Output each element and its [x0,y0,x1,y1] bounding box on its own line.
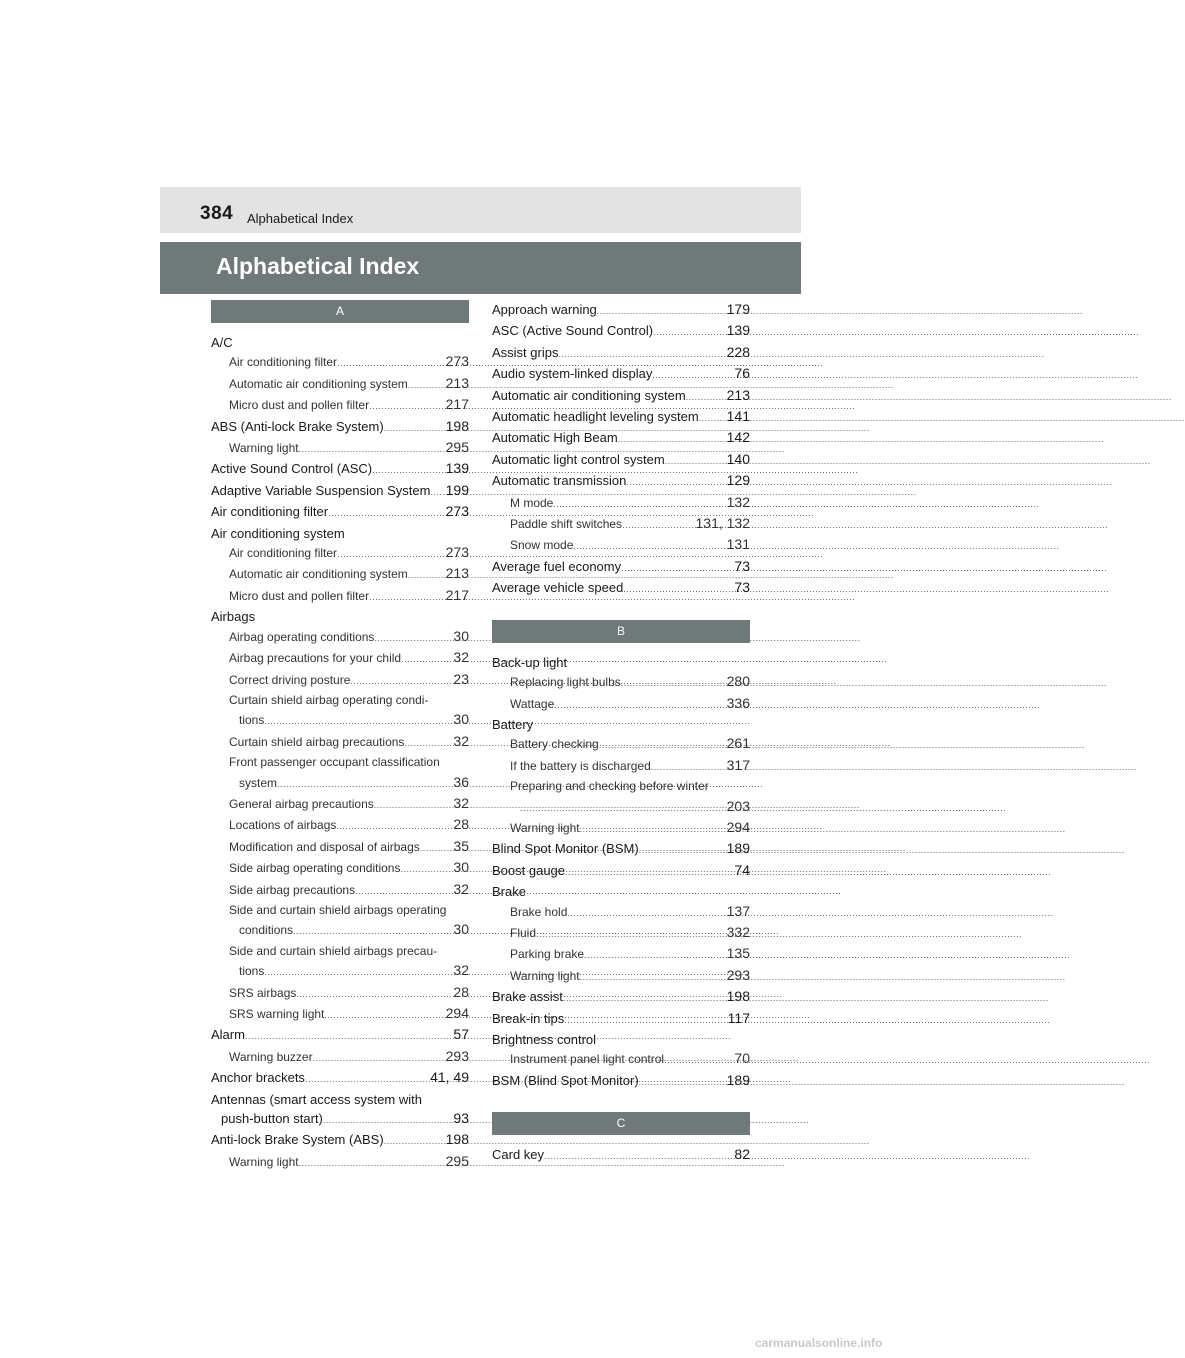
entry-label: Automatic headlight leveling system [492,409,699,425]
page-reference-link[interactable]: 35 [453,837,469,854]
index-subentry [211,1047,469,1068]
index-subentry [211,1004,469,1025]
index-entry [492,428,750,449]
page-reference-link[interactable]: 280 [726,673,750,690]
index-subentry [211,880,469,901]
page-reference-link[interactable]: 273 [445,544,469,561]
index-subentry [211,858,469,879]
page-reference-link[interactable]: 332 [726,923,750,940]
dot-leader [665,452,726,471]
entry-label: Airbags [211,609,256,625]
dot-leader [686,388,726,407]
index-subentry [492,902,750,923]
entry-label: Wattage [510,696,555,711]
dot-leader [564,1011,726,1030]
index-subentry [492,818,750,839]
page-reference-link[interactable]: 82 [734,1146,750,1163]
entry-label: Front passenger occupant classification [229,755,440,770]
index-entry [492,343,750,364]
index-entry [211,333,469,352]
dot-leader [599,736,726,755]
page-reference-link[interactable]: 198 [445,417,469,434]
index-entry [211,459,469,480]
page-reference-link[interactable]: 317 [726,756,750,773]
index-subentry [492,734,750,755]
dot-leader [699,409,726,428]
entry-label: Curtain shield airbag operating condi- [229,692,429,707]
page-reference-link[interactable]: 217 [445,586,469,603]
page-reference-link[interactable]: 32 [453,880,469,897]
entry-label: Warning buzzer [229,1049,313,1064]
index-subentry [492,944,750,965]
index-entry [492,321,750,342]
page-reference-link[interactable]: 73 [734,579,750,596]
index-entry [492,450,750,471]
entry-label: Preparing and checking before winter [510,779,709,794]
page-reference-link[interactable]: 273 [445,503,469,520]
dot-leader [374,796,453,815]
index-subentry [492,797,750,818]
entry-label: Airbag precautions for your child [229,651,402,666]
index-subentry [492,966,750,987]
page-reference-link[interactable]: 228 [726,343,750,360]
dot-leader [563,989,726,1008]
page-reference-link[interactable]: 294 [445,1005,469,1021]
page-reference-link[interactable]: 73 [734,557,750,574]
page-reference-link[interactable]: 131, 132 [695,515,750,532]
index-entry [211,1068,469,1089]
index-entry [211,417,469,438]
index-entry [492,839,750,860]
entry-label: SRS warning light [229,1007,325,1021]
entry-label: Automatic transmission [492,473,627,489]
dot-leader [580,820,726,839]
dot-leader [264,963,452,982]
dot-leader [622,516,694,535]
page-reference-link[interactable]: 139 [726,322,750,339]
entry-label: M mode [510,495,554,510]
page-reference-link[interactable]: 139 [445,460,469,477]
dot-leader [565,863,733,882]
page-reference-link[interactable]: 293 [726,966,750,983]
entry-label: SRS airbags [229,985,297,1000]
index-subentry [211,564,469,585]
index-list-right-c [492,1145,750,1166]
index-subentry [211,648,469,669]
page-reference-link[interactable]: 70 [734,1050,750,1067]
index-entry [211,1130,469,1151]
index-entry [211,1025,469,1046]
page-reference-link[interactable]: 198 [726,988,750,1005]
index-entry [492,471,750,492]
entry-label: Boost gauge [492,862,566,878]
index-subentry [211,438,469,459]
page-reference-link[interactable]: 198 [445,1131,469,1148]
entry-label: Automatic air conditioning system [492,387,686,403]
page-reference-link[interactable]: 179 [726,301,750,317]
dot-leader [305,1070,429,1089]
index-entry [492,300,750,321]
dot-leader [384,419,445,438]
index-subentry [492,777,750,796]
page-reference-link[interactable]: 28 [453,983,469,1000]
entry-label: system [239,775,278,790]
dot-leader [350,672,452,691]
entry-label: Active Sound Control (ASC) [211,461,373,477]
entry-label: Brightness control [492,1032,597,1047]
page-reference-link[interactable]: 142 [726,429,750,446]
entry-label: A/C [211,335,233,350]
dot-leader [372,461,445,480]
entry-label: Anti-lock Brake System (ABS) [211,1132,384,1148]
entry-label: Brake hold [510,904,568,919]
page-reference-link[interactable]: 295 [445,1152,469,1169]
entry-label: Micro dust and pollen filter [229,588,370,603]
dot-leader [558,345,725,364]
page-reference-link[interactable]: 141 [726,408,750,425]
index-entry [492,1009,750,1030]
index-subentry [211,543,469,564]
running-header-bar [160,187,801,233]
entry-label: Replacing light bulbs [510,675,621,690]
index-subentry [492,514,750,535]
index-entry [492,882,750,901]
dot-leader [328,504,445,523]
entry-label: Air conditioning filter [211,504,329,520]
entry-label: Parking brake [510,947,585,962]
dot-leader [618,430,726,449]
index-subentry [492,1049,750,1070]
index-subentry [211,961,469,982]
index-entry [492,1071,750,1092]
dot-leader [299,440,445,459]
entry-label: Automatic air conditioning system [229,567,408,582]
dot-leader [293,922,452,941]
index-entry [492,653,750,672]
dot-leader [626,473,725,492]
entry-label: Battery checking [510,737,599,752]
dot-leader [400,860,452,879]
dot-leader [536,925,726,944]
entry-label: tions [239,964,265,979]
index-subentry [211,794,469,815]
page-reference-link[interactable]: 32 [453,962,469,979]
entry-label: Automatic light control system [492,451,665,467]
page-reference-link[interactable]: 57 [453,1026,469,1043]
dot-leader [401,650,452,669]
entry-label: Automatic High Beam [492,430,618,446]
dot-leader [544,1147,733,1166]
page-title: Alphabetical Index [216,253,420,279]
page-reference-link[interactable]: 217 [445,396,469,413]
page-reference-link[interactable]: 117 [727,1009,750,1026]
entry-label: Anchor brackets [211,1070,305,1086]
entry-label: Battery [492,716,534,732]
index-entry [492,578,750,599]
entry-label: Paddle shift switches [510,517,623,532]
entry-label: Locations of airbags [229,818,337,833]
page-reference-link[interactable]: 295 [445,439,469,456]
index-subentry [211,837,469,858]
index-subentry [492,694,750,715]
index-entry [211,607,469,626]
index-subentry [211,395,469,416]
page-reference-link[interactable]: 293 [445,1047,469,1064]
dot-leader [277,775,452,794]
dot-leader [567,904,725,923]
page-reference-link[interactable]: 140 [726,450,750,467]
index-entry [211,1109,469,1130]
page-reference-link[interactable]: 199 [445,481,469,498]
entry-label: Approach warning [492,302,597,317]
page-reference-link[interactable]: 32 [453,649,469,666]
dot-leader [430,483,444,502]
index-entry [492,987,750,1008]
dot-leader [355,882,452,901]
index-subentry [211,815,469,836]
page-reference-link[interactable]: 189 [726,840,750,857]
index-subentry [492,672,750,693]
page-reference-link[interactable]: 131 [726,536,750,553]
index-entry [492,386,750,407]
entry-label: Warning light [229,1154,299,1169]
index-list-right-b [492,653,750,1093]
entry-label: Instrument panel light control [510,1052,665,1067]
page-reference-link[interactable]: 129 [726,472,750,489]
index-subentry [211,691,469,710]
index-entry [211,502,469,523]
index-subentry [211,586,469,607]
entry-label: Air conditioning filter [229,355,338,370]
entry-label: ASC (Active Sound Control) [492,323,654,339]
index-entry [492,407,750,428]
page-reference-link[interactable]: 30 [453,711,469,728]
entry-label: Micro dust and pollen filter [229,398,370,413]
section-heading-c: C [492,1112,750,1135]
page-reference-link[interactable]: 36 [453,773,469,790]
page-reference-link[interactable]: 213 [726,386,750,403]
dot-leader [404,734,452,753]
dot-leader [520,799,726,818]
page-reference-link[interactable]: 336 [726,694,750,711]
entry-label: Antennas (smart access system with [211,1091,422,1107]
dot-leader [337,545,445,564]
index-entry [492,861,750,882]
dot-leader [664,1051,733,1070]
dot-leader [573,537,725,556]
entry-label: push-button start) [221,1111,323,1127]
page-number: 384 [200,203,234,224]
entry-label: Average vehicle speed [492,580,624,596]
index-subentry [211,670,469,691]
entry-label: Automatic air conditioning system [229,376,408,391]
right-column [492,300,750,1167]
dot-leader [299,1154,445,1173]
dot-leader [621,559,733,578]
index-subentry [211,773,469,794]
page-reference-link[interactable]: 203 [726,797,750,814]
page-reference-link[interactable]: 32 [453,794,469,811]
page-reference-link[interactable]: 30 [453,921,469,938]
dot-leader [336,817,452,836]
entry-label: Adaptive Variable Suspension System [211,482,431,498]
index-entry [211,524,469,543]
entry-label: tions [239,713,265,728]
dot-leader [597,302,726,321]
index-subentry [211,732,469,753]
page-reference-link[interactable]: 30 [453,859,469,876]
entry-label: Modification and disposal of airbags [229,839,420,854]
page-reference-link[interactable]: 261 [726,735,750,752]
section-heading-a: A [211,300,469,323]
dot-leader [369,588,445,607]
page-reference-link[interactable]: 32 [453,732,469,749]
entry-label: Warning light [229,441,299,456]
index-subentry [211,920,469,941]
page-reference-link[interactable]: 189 [726,1071,750,1088]
dot-leader [584,946,726,965]
page-reference-link[interactable]: 74 [734,861,750,878]
entry-label: Side airbag operating conditions [229,861,401,876]
index-subentry [211,374,469,395]
index-entry [492,364,750,385]
index-subentry [211,627,469,648]
page-reference-link[interactable]: 76 [734,365,750,382]
entry-label: Brake [492,884,526,900]
entry-label: Warning light [510,820,580,835]
page-reference-link[interactable]: 213 [445,374,469,391]
entry-label: Warning light [510,968,580,983]
entry-label: Correct driving posture [229,672,351,687]
section-heading-b: B [492,620,750,643]
entry-label: Airbag operating conditions [229,629,375,644]
index-entry [211,1090,469,1109]
page-reference-link[interactable]: 273 [445,353,469,370]
watermark: carmanualsonline.info [755,1336,883,1350]
entry-label: Average fuel economy [492,558,622,574]
dot-leader [324,1006,444,1025]
index-subentry [492,535,750,556]
index-subentry [211,710,469,731]
left-column [211,300,469,1173]
page-reference-link[interactable]: 294 [726,818,750,835]
entry-label: Side airbag precautions [229,882,356,897]
index-subentry [211,753,469,772]
entry-label: BSM (Blind Spot Monitor) [492,1072,639,1088]
index-subentry [492,923,750,944]
page-reference-link[interactable]: 135 [726,945,750,962]
entry-label: Side and curtain shield airbags operating [229,902,447,917]
dot-leader [621,674,726,693]
index-subentry [211,901,469,920]
entry-label: Alarm [211,1027,245,1043]
running-head: Alphabetical Index [247,211,354,226]
dot-leader [313,1049,445,1068]
index-subentry [211,1152,469,1173]
index-list-left [211,333,469,1173]
dot-leader [553,495,725,514]
entry-label: Card key [492,1147,545,1163]
page-reference-link[interactable]: 137 [726,902,750,919]
index-subentry [492,493,750,514]
entry-label: Air conditioning system [211,525,345,541]
dot-leader [369,397,445,416]
dot-leader [245,1027,452,1046]
dot-leader [408,376,445,395]
entry-label: If the battery is discharged [510,758,651,773]
page-reference-link[interactable]: 23 [453,670,469,687]
entry-label: Break-in tips [492,1010,565,1026]
entry-label: Blind Spot Monitor (BSM) [492,841,639,857]
dot-leader [296,985,452,1004]
dot-leader [323,1111,453,1130]
page-reference-link[interactable]: 28 [453,816,469,833]
index-subentry [211,942,469,961]
index-entry [492,715,750,734]
entry-label: General airbag precautions [229,796,374,811]
dot-leader [420,839,453,858]
entry-label: Assist grips [492,344,559,360]
entry-label: Curtain shield airbag precautions [229,734,405,749]
dot-leader [623,580,733,599]
dot-leader [408,566,445,585]
page-reference-link[interactable]: 132 [726,493,750,510]
index-entry [211,481,469,502]
entry-label: Air conditioning filter [229,546,338,561]
dot-leader [384,1132,445,1151]
dot-leader [337,354,445,373]
page-reference-link[interactable]: 30 [453,627,469,644]
entry-label: Snow mode [510,538,574,553]
index-list-right-a [492,300,750,600]
dot-leader [639,1073,726,1092]
dot-leader [653,323,726,342]
entry-label: Side and curtain shield airbags precau- [229,943,438,958]
dot-leader [554,696,725,715]
dot-leader [651,758,726,777]
index-entry [492,1030,750,1049]
entry-label: conditions [239,923,294,938]
dot-leader [580,968,726,987]
index-entry [492,1145,750,1166]
dot-leader [264,712,452,731]
index-entry [492,557,750,578]
entry-label: Fluid [510,925,537,940]
entry-label: Brake assist [492,989,563,1005]
entry-label: Audio system-linked display [492,366,653,382]
page-reference-link[interactable]: 93 [453,1110,469,1127]
entry-label: Back-up light [492,654,568,670]
page-reference-link[interactable]: 41, 49 [430,1069,469,1086]
index-subentry [492,756,750,777]
dot-leader [639,841,726,860]
dot-leader [652,366,733,385]
index-subentry [211,983,469,1004]
index-subentry [211,352,469,373]
dot-leader [374,629,452,648]
page-reference-link[interactable]: 213 [445,565,469,582]
entry-label: ABS (Anti-lock Brake System) [211,418,384,434]
